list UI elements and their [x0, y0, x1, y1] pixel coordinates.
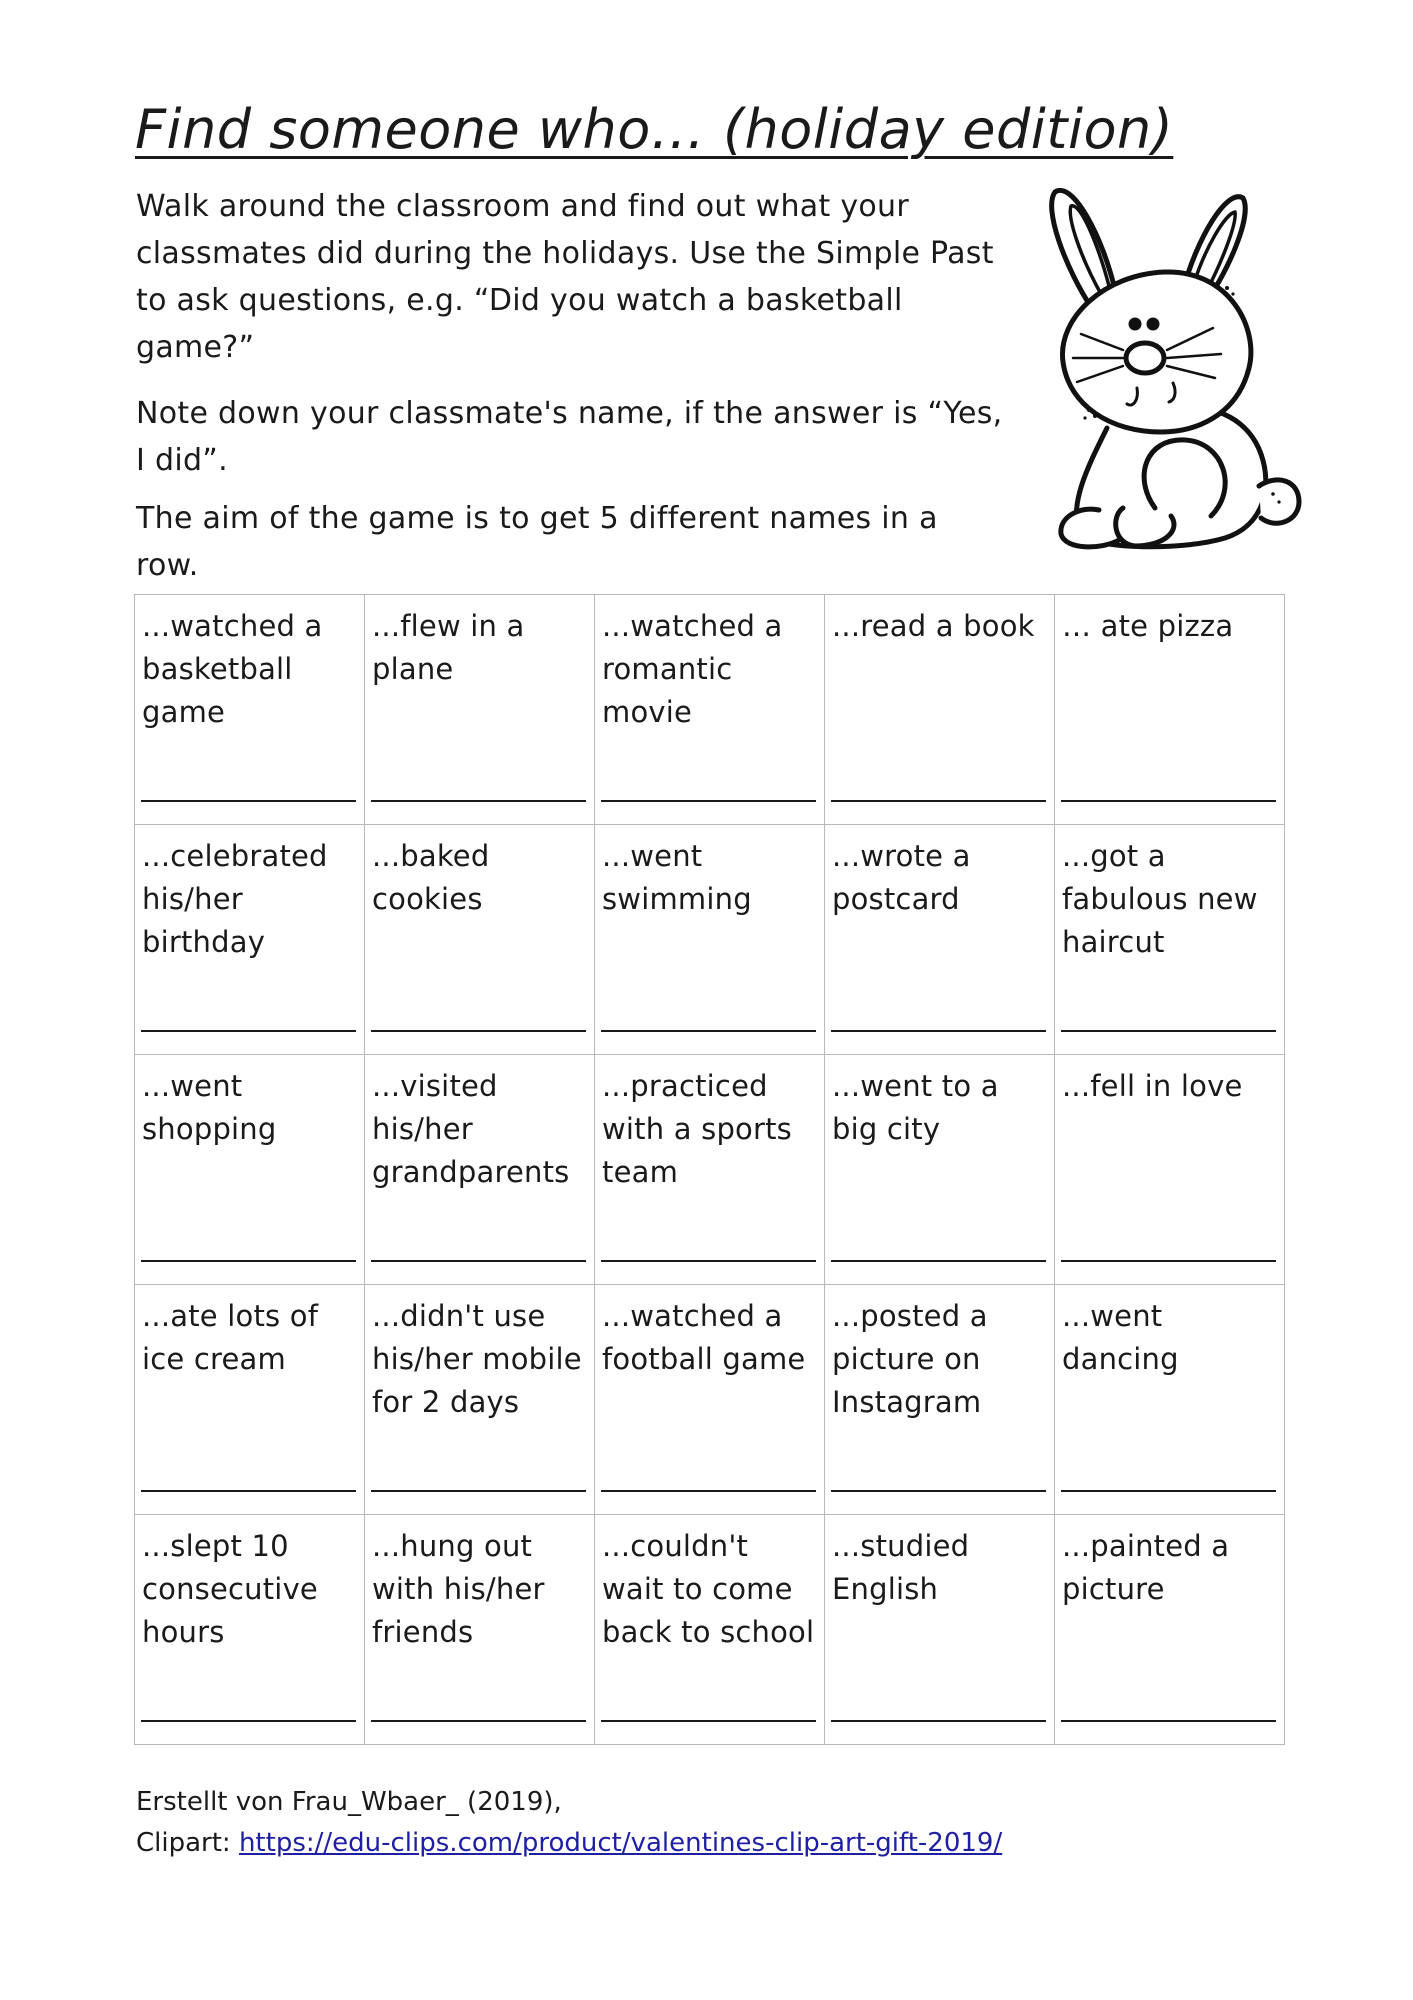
cell-text: ...couldn't wait to come back to school	[602, 1529, 815, 1649]
name-blank-line[interactable]	[371, 1260, 586, 1262]
grid-cell	[825, 825, 1055, 1055]
bunny-clipart	[1015, 178, 1315, 558]
cell-text: ...didn't use his/her mobile for 2 days	[372, 1299, 582, 1419]
cell-text: ...watched a football game	[602, 1299, 806, 1376]
grid-cell	[365, 825, 595, 1055]
page-title: Find someone who… (holiday edition)	[135, 98, 1174, 161]
cell-text: ...fell in love	[1062, 1069, 1243, 1103]
grid-cell	[365, 1285, 595, 1515]
grid-cell	[825, 1515, 1055, 1745]
cell-text: ...visited his/her grandparents	[372, 1069, 570, 1189]
name-blank-line[interactable]	[831, 1260, 1046, 1262]
grid-row	[135, 825, 1285, 1055]
name-blank-line[interactable]	[831, 800, 1046, 802]
name-blank-line[interactable]	[601, 1260, 816, 1262]
cell-text: ...painted a picture	[1062, 1529, 1230, 1606]
grid-cell	[135, 1515, 365, 1745]
grid-cell	[135, 595, 365, 825]
grid-cell	[595, 1055, 825, 1285]
grid-cell	[595, 825, 825, 1055]
name-blank-line[interactable]	[601, 800, 816, 802]
name-blank-line[interactable]	[141, 1720, 356, 1722]
name-blank-line[interactable]	[141, 1490, 356, 1492]
grid-cell	[135, 1285, 365, 1515]
cell-text: ...ate lots of ice cream	[142, 1299, 319, 1376]
name-blank-line[interactable]	[1061, 1490, 1276, 1492]
cell-text: ...posted a picture on Instagram	[832, 1299, 988, 1419]
cell-text: ...got a fabulous new haircut	[1062, 839, 1258, 959]
cell-text: ...went dancing	[1062, 1299, 1179, 1376]
cell-text: … ate pizza	[1062, 609, 1234, 643]
cell-text: ...went shopping	[142, 1069, 277, 1146]
cell-text: ...read a book	[832, 609, 1035, 643]
cell-text: ...watched a basketball game	[142, 609, 323, 729]
grid-row	[135, 1055, 1285, 1285]
name-blank-line[interactable]	[141, 1260, 356, 1262]
name-blank-line[interactable]	[371, 1720, 586, 1722]
clipart-label: Clipart:	[136, 1828, 239, 1858]
grid-cell	[1055, 825, 1285, 1055]
grid-cell	[595, 595, 825, 825]
grid-cell	[1055, 1055, 1285, 1285]
name-blank-line[interactable]	[831, 1720, 1046, 1722]
cell-text: ...went swimming	[602, 839, 752, 916]
cell-text: ...studied English	[832, 1529, 970, 1606]
grid-cell	[135, 1055, 365, 1285]
name-blank-line[interactable]	[601, 1030, 816, 1032]
grid-cell	[365, 595, 595, 825]
name-blank-line[interactable]	[141, 800, 356, 802]
clipart-link[interactable]: https://edu-clips.com/product/valentines-clip-art-gift-2019/	[238, 1828, 1003, 1858]
instructions-paragraph-1: Walk around the classroom and find out what your classmates did during the holidays. Use the Simple Past to ask questions, e.g. “Did you watch a basketball game?”	[136, 189, 994, 365]
cell-text: ...celebrated his/her birthday	[142, 839, 328, 959]
cell-text: ...went to a big city	[832, 1069, 999, 1146]
name-blank-line[interactable]	[601, 1720, 816, 1722]
credit-line-1: Erstellt von Frau_Wbaer_ (2019),	[136, 1787, 562, 1817]
cell-text: ...baked cookies	[372, 839, 490, 916]
instructions-paragraph-2: Note down your classmate's name, if the answer is “Yes, I did”.	[136, 396, 1003, 478]
name-blank-line[interactable]	[831, 1030, 1046, 1032]
grid-cell	[825, 1285, 1055, 1515]
name-blank-line[interactable]	[831, 1490, 1046, 1492]
grid-cell	[825, 595, 1055, 825]
name-blank-line[interactable]	[371, 1490, 586, 1492]
cell-text: ...hung out with his/her friends	[372, 1529, 545, 1649]
name-blank-line[interactable]	[141, 1030, 356, 1032]
cell-text: ...flew in a plane	[372, 609, 525, 686]
name-blank-line[interactable]	[1061, 1720, 1276, 1722]
instructions-paragraph-3: The aim of the game is to get 5 different names in a row.	[136, 501, 938, 583]
grid-cell	[825, 1055, 1055, 1285]
grid-row	[135, 1285, 1285, 1515]
grid-row	[135, 1515, 1285, 1745]
grid-cell	[595, 1515, 825, 1745]
grid-cell	[595, 1285, 825, 1515]
name-blank-line[interactable]	[1061, 800, 1276, 802]
grid-row	[135, 595, 1285, 825]
grid-cell	[1055, 1285, 1285, 1515]
name-blank-line[interactable]	[371, 1030, 586, 1032]
name-blank-line[interactable]	[1061, 1260, 1276, 1262]
name-blank-line[interactable]	[371, 800, 586, 802]
grid-cell	[1055, 595, 1285, 825]
grid-cell	[1055, 1515, 1285, 1745]
cell-text: ...wrote a postcard	[832, 839, 971, 916]
bingo-grid	[134, 594, 1285, 1745]
grid-cell	[365, 1515, 595, 1745]
grid-cell	[135, 825, 365, 1055]
cell-text: ...watched a romantic movie	[602, 609, 783, 729]
grid-cell	[365, 1055, 595, 1285]
cell-text: ...slept 10 consecutive hours	[142, 1529, 318, 1649]
name-blank-line[interactable]	[1061, 1030, 1276, 1032]
credit	[136, 1782, 1002, 1864]
cell-text: ...practiced with a sports team	[602, 1069, 792, 1189]
name-blank-line[interactable]	[601, 1490, 816, 1492]
